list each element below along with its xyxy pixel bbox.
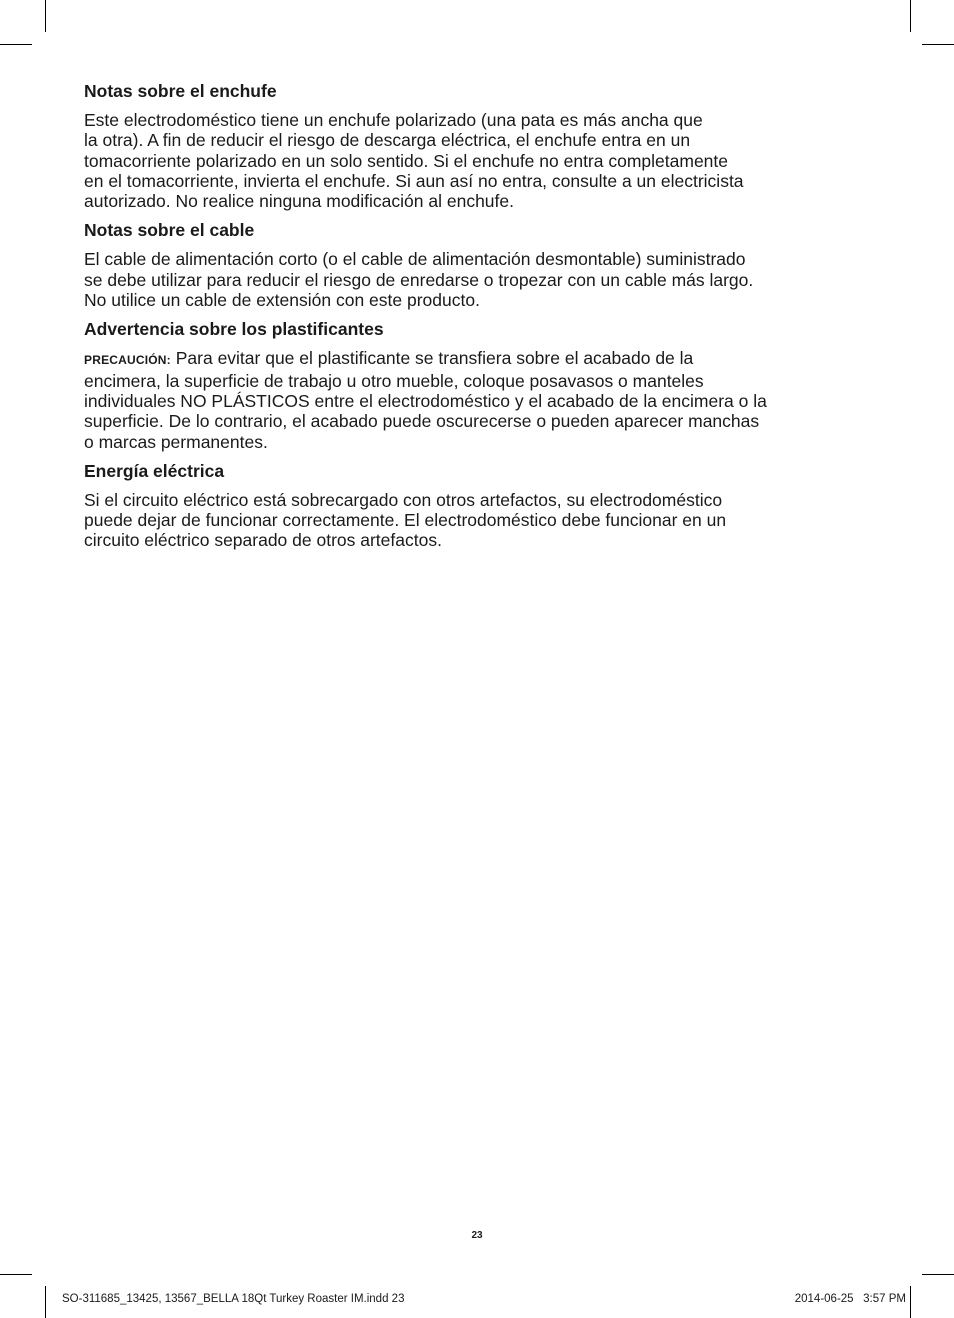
- text-line: Este electrodoméstico tiene un enchufe polarizado (una pata es más ancha que: [84, 110, 703, 130]
- text-line: o marcas permanentes.: [84, 431, 268, 452]
- crop-mark: [0, 1274, 32, 1275]
- section-heading: Notas sobre el cable: [84, 220, 255, 241]
- section-paragraph: [84, 249, 874, 310]
- slug-date: 2014-06-25 3:57 PM: [794, 1293, 906, 1305]
- text-line: Si el circuito eléctrico está sobrecargado con otros artefactos, su electrodoméstico: [84, 489, 723, 510]
- text-line: No utilice un cable de extensión con este producto.: [84, 290, 480, 311]
- section-paragraph: [84, 490, 874, 551]
- section-paragraph: [84, 348, 874, 451]
- text-line: tomacorriente polarizado en un solo sentido. Si el enchufe no entra completamente: [84, 150, 729, 171]
- text-line: la otra). A fin de reducir el riesgo de descarga eléctrica, el enchufe entra en un: [84, 130, 691, 151]
- crop-mark: [910, 1286, 911, 1318]
- section-heading: Advertencia sobre los plastificantes: [84, 319, 384, 340]
- caution-label: PRECAUCIÓN:: [84, 353, 171, 368]
- slug-filename: SO-311685_13425, 13567_BELLA 18Qt Turkey Roaster IM.indd 23: [62, 1293, 405, 1305]
- crop-mark: [922, 1274, 954, 1275]
- text-line: autorizado. No realice ninguna modificación al enchufe.: [84, 191, 514, 212]
- crop-mark: [0, 44, 32, 45]
- text-line: El cable de alimentación corto (o el cable de alimentación desmontable) suministrado: [84, 249, 746, 270]
- section-heading: Energía eléctrica: [84, 460, 225, 481]
- caution-text: Para evitar que el plastificante se transfiera sobre el acabado de la: [170, 348, 694, 369]
- crop-mark: [910, 0, 911, 32]
- section-paragraph: [84, 110, 874, 211]
- text-line: puede dejar de funcionar correctamente. El electrodoméstico debe funcionar en un: [84, 510, 727, 531]
- document-body: [84, 80, 874, 559]
- section-cord-notes: [84, 219, 874, 310]
- crop-mark: [45, 1286, 46, 1318]
- crop-mark: [922, 44, 954, 45]
- text-line: se debe utilizar para reducir el riesgo de enredarse o tropezar con un cable más largo.: [84, 269, 754, 290]
- text-line: en el tomacorriente, invierta el enchufe. Si aun así no entra, consulte a un electricista: [84, 170, 744, 191]
- section-electric-power: [84, 460, 874, 551]
- crop-mark: [45, 0, 46, 32]
- section-plug-notes: [84, 80, 874, 211]
- text-line: encimera, la superficie de trabajo u otro mueble, coloque posavasos o manteles: [84, 370, 704, 391]
- text-line: [84, 348, 874, 370]
- text-line: superficie. De lo contrario, el acabado puede oscurecerse o pueden aparecer manchas: [84, 411, 760, 432]
- text-line: individuales NO PLÁSTICOS entre el electrodoméstico y el acabado de la encimera o la: [84, 390, 767, 411]
- page-number: 23: [471, 1230, 483, 1241]
- section-heading: Notas sobre el enchufe: [84, 81, 277, 101]
- text-line: circuito eléctrico separado de otros artefactos.: [84, 530, 442, 551]
- section-plasticizer-warning: [84, 318, 874, 451]
